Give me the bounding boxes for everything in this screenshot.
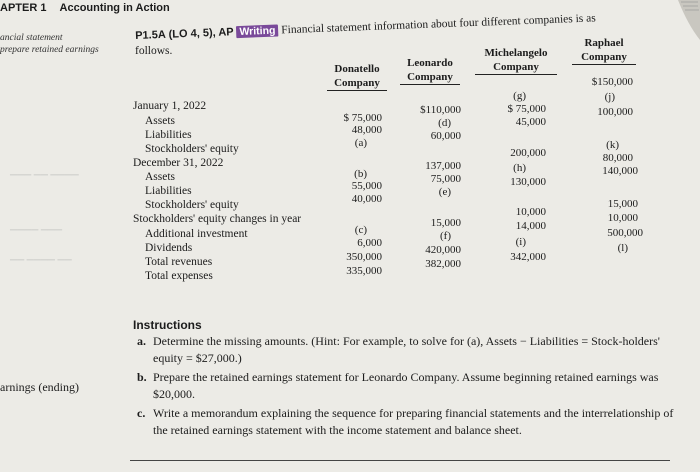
row-label-dec31: December 31, 2022 [133,157,224,169]
table-cell: 10,000 [607,212,638,224]
instruction-text: Determine the missing amounts. (Hint: For example, to solve for (a), Assets − Liabilities = Stock-holders' equity = $27,000.) [153,334,660,365]
table-cell: (l) [617,242,628,254]
instruction-item-c [137,405,677,439]
bleed-through-text: ─── ── ──── [10,170,79,181]
table-cell: $ 75,000 [343,112,382,124]
table-cell: 75,000 [430,173,461,185]
table-cell: (a) [354,137,367,149]
table-cell: 100,000 [597,106,633,118]
row-label-dividends: Dividends [145,242,193,254]
table-cell: (e) [438,186,451,198]
page-curl-graphic [678,0,700,40]
table-cell: (g) [513,90,526,102]
table-cell: (i) [515,236,526,248]
instruction-letter: c. [137,406,146,420]
table-cell: 335,000 [346,265,382,277]
table-cell: 200,000 [510,147,546,159]
row-label-dec-equity: Stockholders' equity [145,199,239,211]
problem-id: P1.5A [135,28,167,42]
table-cell: 500,000 [607,227,643,239]
table-cell: 55,000 [351,180,382,192]
table-cell: $ 75,000 [507,103,546,115]
table-cell: (h) [513,162,526,174]
bleed-through-text: ──── ─── [10,225,63,236]
table-cell: 48,000 [351,124,382,136]
table-cell: 40,000 [351,193,382,205]
table-cell: (f) [440,230,451,242]
table-cell: 80,000 [602,152,633,164]
column-header-michelangelo: Michelangelo Company [475,46,557,75]
column-header-leonardo: Leonardo Company [400,56,460,85]
table-cell: 342,000 [510,251,546,263]
margin-side-label: arnings (ending) [0,380,79,394]
table-cell: 15,000 [607,198,638,210]
table-cell: 130,000 [510,176,546,188]
row-label-jan1: January 1, 2022 [133,100,207,112]
instruction-item-b [137,369,677,403]
column-header-raphael: Raphael Company [572,36,636,65]
row-label-jan-liabilities: Liabilities [145,129,192,141]
row-label-additional-investment: Additional investment [145,228,248,240]
table-cell: (d) [438,117,451,129]
chapter-title: Accounting in Action [59,2,170,14]
writing-tag: Writing [236,24,278,38]
running-header [0,2,170,14]
instruction-item-a [137,333,677,367]
problem-intro: Financial statement information about four different companies is as [281,12,596,37]
chapter-label: APTER 1 [0,2,47,14]
instructions-title: Instructions [133,318,202,332]
table-cell: 137,000 [425,160,461,172]
table-cell: $150,000 [591,76,633,88]
table-cell: $110,000 [420,104,461,116]
problem-objectives: (LO 4, 5), AP [168,26,234,41]
margin-note-line1: ancial statement [0,33,63,43]
row-label-jan-assets: Assets [145,115,176,127]
instruction-letter: b. [137,370,147,384]
table-cell: (j) [604,91,615,103]
table-cell: (k) [606,139,619,151]
row-label-dec-assets: Assets [145,171,176,183]
table-cell: (b) [354,168,367,180]
margin-note-line2: prepare retained earnings [0,45,99,55]
table-cell: 420,000 [425,244,461,256]
table-cell: 6,000 [357,237,382,249]
table-cell: 382,000 [425,258,461,270]
row-label-jan-equity: Stockholders' equity [145,143,239,155]
instruction-text: Write a memorandum explaining the sequence for preparing financial statements and the interrelationship of the retained earnings statement with the income statement and balance sheet. [153,406,674,437]
table-cell: 10,000 [515,206,546,218]
row-label-dec-liabilities: Liabilities [145,185,192,197]
table-cell: 60,000 [430,130,461,142]
table-cell: 350,000 [346,251,382,263]
row-label-total-revenues: Total revenues [145,256,213,268]
problem-intro-cont: follows. [135,45,173,57]
table-cell: 14,000 [515,220,546,232]
instruction-letter: a. [137,334,146,348]
table-cell: 15,000 [430,217,461,229]
table-cell: (c) [354,224,367,236]
bottom-rule [130,460,670,461]
instruction-text: Prepare the retained earnings statement for Leonardo Company. Assume beginning retained earnings was $20,000. [153,370,659,401]
table-cell: 140,000 [602,165,638,177]
problem-header [135,12,596,42]
row-label-equity-changes: Stockholders' equity changes in year [133,213,302,225]
row-label-total-expenses: Total expenses [145,270,213,282]
table-cell: 45,000 [515,116,546,128]
column-header-donatello: Donatello Company [327,62,387,91]
bleed-through-text: ── ──── ── [10,255,72,266]
